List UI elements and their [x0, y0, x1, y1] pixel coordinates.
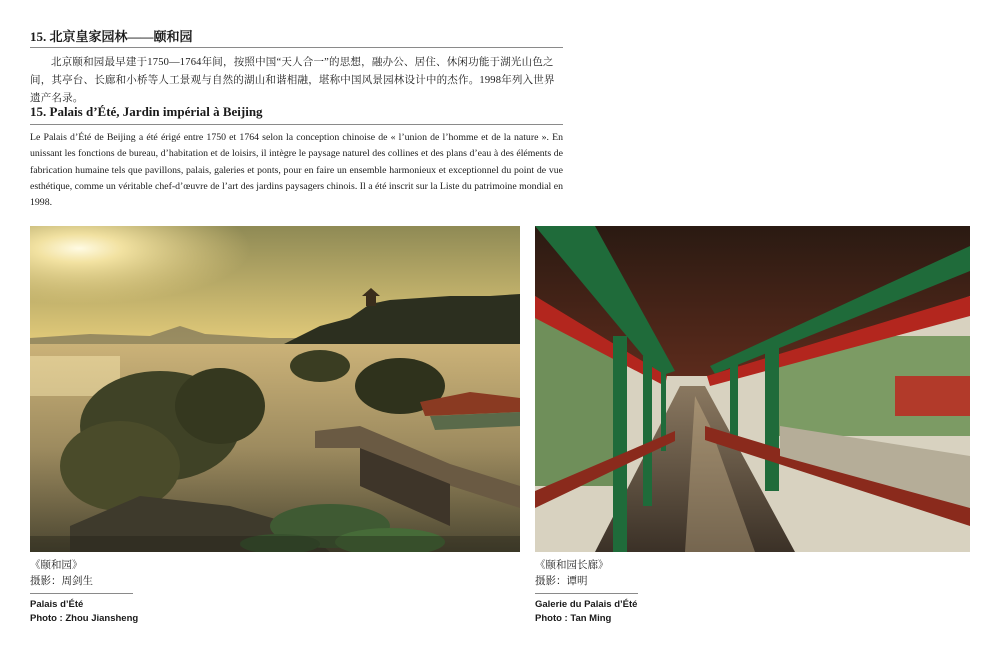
photo-summer-palace: [30, 226, 520, 552]
caption-fr-title-2: Galerie du Palais d’Été: [535, 599, 638, 610]
caption-rule-1: [30, 593, 133, 594]
section-title-zh: 15. 北京皇家园林——颐和园: [30, 29, 193, 44]
caption-rule-2: [535, 593, 638, 594]
caption-fr-credit-2: Photo : Tan Ming: [535, 613, 612, 624]
caption-zh-title-1: 《颐和园》: [30, 560, 83, 571]
caption-fr-title-1: Palais d’Été: [30, 599, 84, 610]
section-body-zh: 北京颐和园最早建于1750—1764年间，按照中国“天人合一”的思想，融办公、居住、休闲功能于湖光山色之间，其亭台、长廊和小桥等人工景观与自然的湖山和谐相融，堪称中国风景园林设计中的杰作。1998年列入世界遗产名录。: [30, 57, 555, 104]
title-rule-zh: [30, 47, 563, 48]
caption-fr-credit-1: Photo : Zhou Jiansheng: [30, 613, 139, 624]
caption-zh-credit-1: 摄影：周剑生: [30, 576, 93, 587]
photo-long-corridor: [535, 226, 970, 552]
title-rule-fr: [30, 124, 563, 125]
caption-zh-title-2: 《颐和园长廊》: [535, 560, 609, 571]
section-title-fr: 15. Palais d’Été, Jardin impérial à Beijing: [30, 104, 263, 119]
caption-zh-credit-2: 摄影：谭明: [535, 576, 588, 587]
section-body-fr: Le Palais d’Été de Beijing a été érigé entre 1750 et 1764 selon la conception chinoise de « l’union de l’homme et de la nature ». En unissant les fonctions de bureau, d’habitation et de loisirs, il intègre le paysage naturel des collines et des plans d’eau à des éléments de fabrication humaine tels que pavillons, palais, galeries et ponts, pour en faire un ensemble harmonieux et exceptionnel du point de vue esthétique, comme un véritable chef-d’œuvre de l’art des jardins paysagers chinois. Il a été inscrit sur la Liste du patrimoine mondial en 1998.: [30, 132, 563, 209]
